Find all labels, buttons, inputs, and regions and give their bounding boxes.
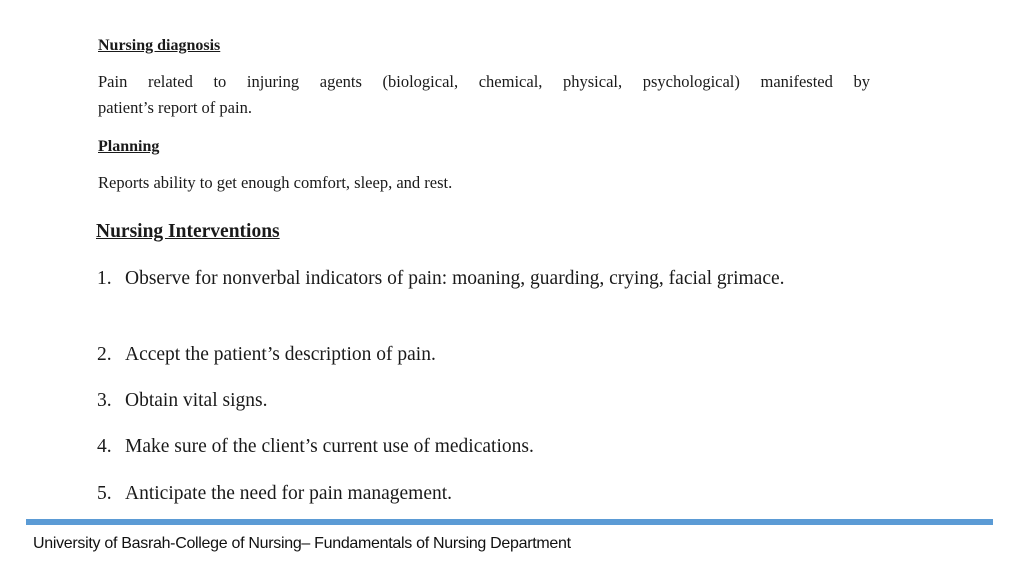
list-item-text: Observe for nonverbal indicators of pain: moaning, guarding, crying, facial grimace.: [125, 268, 785, 289]
interventions-heading: Nursing Interventions: [96, 221, 280, 242]
list-item-text: Make sure of the client’s current use of medications.: [125, 436, 534, 457]
nursing-diagnosis-line-2: patient’s report of pain.: [98, 98, 252, 117]
list-item: [97, 386, 824, 415]
list-item: [97, 432, 824, 461]
nursing-diagnosis-line-1: Pain related to injuring agents (biological, chemical, physical, psychological) manifested by: [98, 72, 870, 91]
footer-divider-bar: [26, 519, 993, 525]
footer-text: University of Basrah-College of Nursing– Fundamentals of Nursing Department: [33, 535, 571, 552]
list-item: [97, 340, 824, 369]
list-item-text: Obtain vital signs.: [125, 390, 268, 411]
planning-heading: Planning: [98, 138, 160, 155]
interventions-list: [97, 264, 824, 293]
list-item-text: Anticipate the need for pain management.: [125, 483, 453, 504]
planning-text: Reports ability to get enough comfort, sleep, and rest.: [98, 173, 453, 192]
list-item-number: 1.: [97, 268, 112, 289]
list-item: [97, 479, 824, 508]
nursing-diagnosis-heading: Nursing diagnosis: [98, 37, 221, 54]
list-item-text: Accept the patient’s description of pain.: [125, 344, 436, 365]
list-item: [97, 264, 824, 293]
list-item-number: 3.: [97, 390, 112, 411]
list-item-number: 5.: [97, 483, 112, 504]
list-item-number: 2.: [97, 344, 112, 365]
list-item-number: 4.: [97, 436, 112, 457]
nursing-diagnosis-text: [98, 69, 870, 121]
